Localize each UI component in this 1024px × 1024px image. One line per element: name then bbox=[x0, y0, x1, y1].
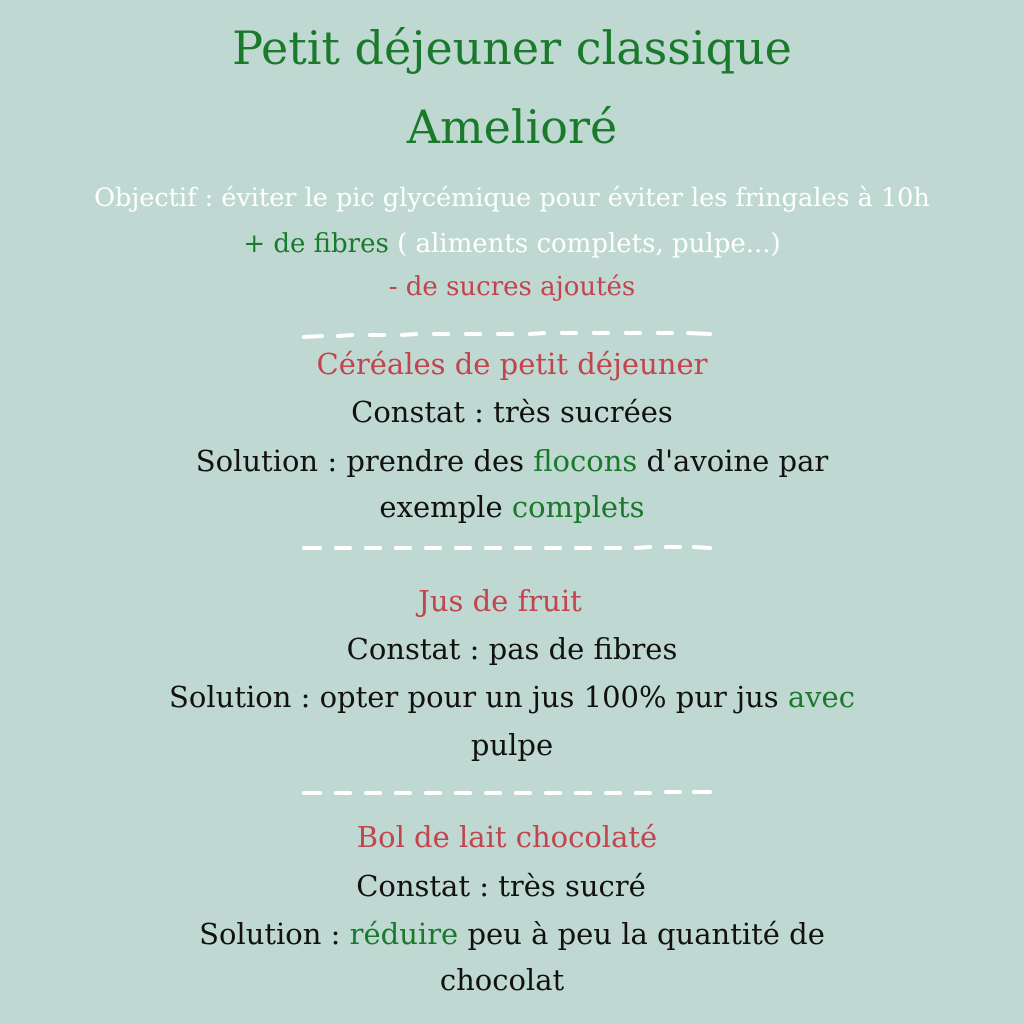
dashed-divider bbox=[300, 330, 720, 342]
fiber-highlight: + de fibres bbox=[243, 229, 389, 259]
solution-part: Solution : bbox=[199, 917, 350, 951]
section-heading: Bol de lait chocolaté bbox=[356, 820, 658, 854]
dashed-divider bbox=[300, 542, 720, 554]
solution-part: Solution : opter pour un jus 100% pur jus bbox=[169, 680, 788, 714]
page-subtitle: Amelioré bbox=[406, 100, 618, 154]
page-title: Petit déjeuner classique bbox=[232, 21, 792, 75]
solution-text-continued bbox=[0, 490, 1024, 524]
solution-text bbox=[0, 680, 1024, 714]
solution-highlight: flocons bbox=[533, 444, 638, 478]
solution-text-continued: pulpe bbox=[470, 728, 554, 762]
section-heading: Céréales de petit déjeuner bbox=[316, 347, 708, 381]
solution-highlight: avec bbox=[787, 680, 855, 714]
dashed-divider bbox=[300, 787, 720, 799]
objective-text: Objectif : éviter le pic glycémique pour éviter les fringales à 10h bbox=[94, 183, 930, 213]
constat-text: Constat : très sucrées bbox=[351, 395, 673, 429]
fiber-line bbox=[0, 231, 1024, 257]
solution-text-continued: chocolat bbox=[439, 963, 565, 997]
sugar-line: - de sucres ajoutés bbox=[388, 272, 636, 302]
fiber-detail: ( aliments complets, pulpe...) bbox=[388, 229, 781, 259]
solution-text bbox=[0, 917, 1024, 951]
constat-text: Constat : très sucré bbox=[356, 869, 646, 903]
solution-text bbox=[0, 444, 1024, 478]
solution-part: peu à peu la quantité de bbox=[458, 917, 825, 951]
solution-highlight: réduire bbox=[349, 917, 459, 951]
constat-text: Constat : pas de fibres bbox=[346, 632, 678, 666]
solution-part: exemple bbox=[379, 490, 512, 524]
solution-part: d'avoine par bbox=[637, 444, 829, 478]
solution-highlight: complets bbox=[511, 490, 645, 524]
solution-part: Solution : prendre des bbox=[195, 444, 534, 478]
section-heading: Jus de fruit bbox=[418, 584, 582, 618]
